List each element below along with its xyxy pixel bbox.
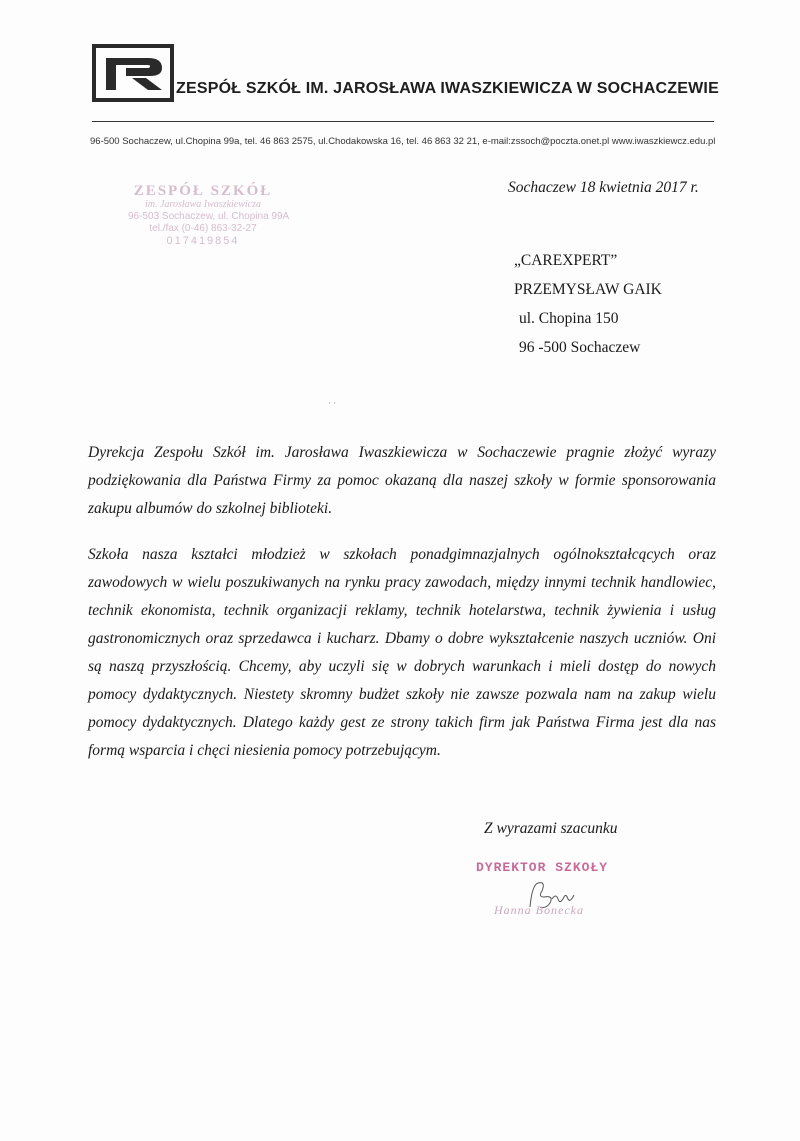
recipient-person: PRZEMYSŁAW GAIK: [514, 281, 662, 298]
director-name-stamp: Hanna Bonecka: [494, 903, 584, 917]
scan-speck: · ·: [328, 398, 337, 408]
recipient-company: „CAREXPERT”: [514, 252, 618, 269]
letterhead-divider: [92, 121, 714, 122]
body-paragraph-2: Szkoła nasza kształci młodzież w szkołach ponadgimnazjalnych ogólnokształcących oraz zawodowych w wielu poszukiwanych na rynku pracy zawodach, między innymi technik handlowiec, technik ekonomista, technik organizacji reklamy, technik hotelarstwa, technik żywienia i usług gastronomicznych oraz sprzedawca i kucharz. Dbamy o dobre wykształcenie naszych uczniów. Oni są naszą przyszłością. Chcemy, aby uczyli się w dobrych warunkach i mieli dostęp do nowych pomocy dydaktycznych. Niestety skromny budżet szkoły nie zawsze pozwala nam na zakup wielu pomocy dydaktycznych. Dlatego każdy gest ze strony takich firm jak Państwa Firma jest dla nas formą wsparcia i chęci niesienia pomocy potrzebującym.: [88, 546, 716, 759]
stamp-line-4: tel./fax (0-46) 863-32-27: [149, 223, 257, 234]
director-title-stamp: DYREKTOR SZKOŁY: [476, 860, 609, 875]
letter-date: Sochaczew 18 kwietnia 2017 r.: [508, 179, 699, 196]
letter-body: [88, 439, 716, 765]
school-contact-line: 96-500 Sochaczew, ul.Chopina 99a, tel. 46 863 2575, ul.Chodakowska 16, tel. 46 863 32 21, e-mail:zssoch@poczta.onet.pl www.iwaszkiewcz.edu.pl: [90, 136, 716, 147]
recipient-address: [514, 246, 662, 362]
stamp-line-2: im. Jarosława Iwaszkiewicza: [144, 199, 261, 210]
school-name: ZESPÓŁ SZKÓŁ IM. JAROSŁAWA IWASZKIEWICZA W SOCHACZEWIE: [176, 80, 719, 97]
recipient-street: ul. Chopina 150: [519, 310, 619, 327]
school-stamp: [128, 183, 290, 247]
school-logo: [92, 44, 174, 102]
stamp-line-5: 017419854: [166, 235, 240, 247]
body-paragraph-1: Dyrekcja Zespołu Szkół im. Jarosława Iwaszkiewicza w Sochaczewie pragnie złożyć wyrazy podziękowania dla Państwa Firmy za pomoc okazaną dla naszej szkoły w formie sponsorowania zakupu albumów do szkolnej biblioteki.: [88, 444, 716, 517]
recipient-city: 96 -500 Sochaczew: [519, 339, 641, 356]
stamp-line-3: 96-503 Sochaczew, ul. Chopina 99A: [128, 211, 290, 222]
stamp-line-1: ZESPÓŁ SZKÓŁ: [133, 183, 273, 199]
closing-phrase: Z wyrazami szacunku: [484, 820, 618, 837]
